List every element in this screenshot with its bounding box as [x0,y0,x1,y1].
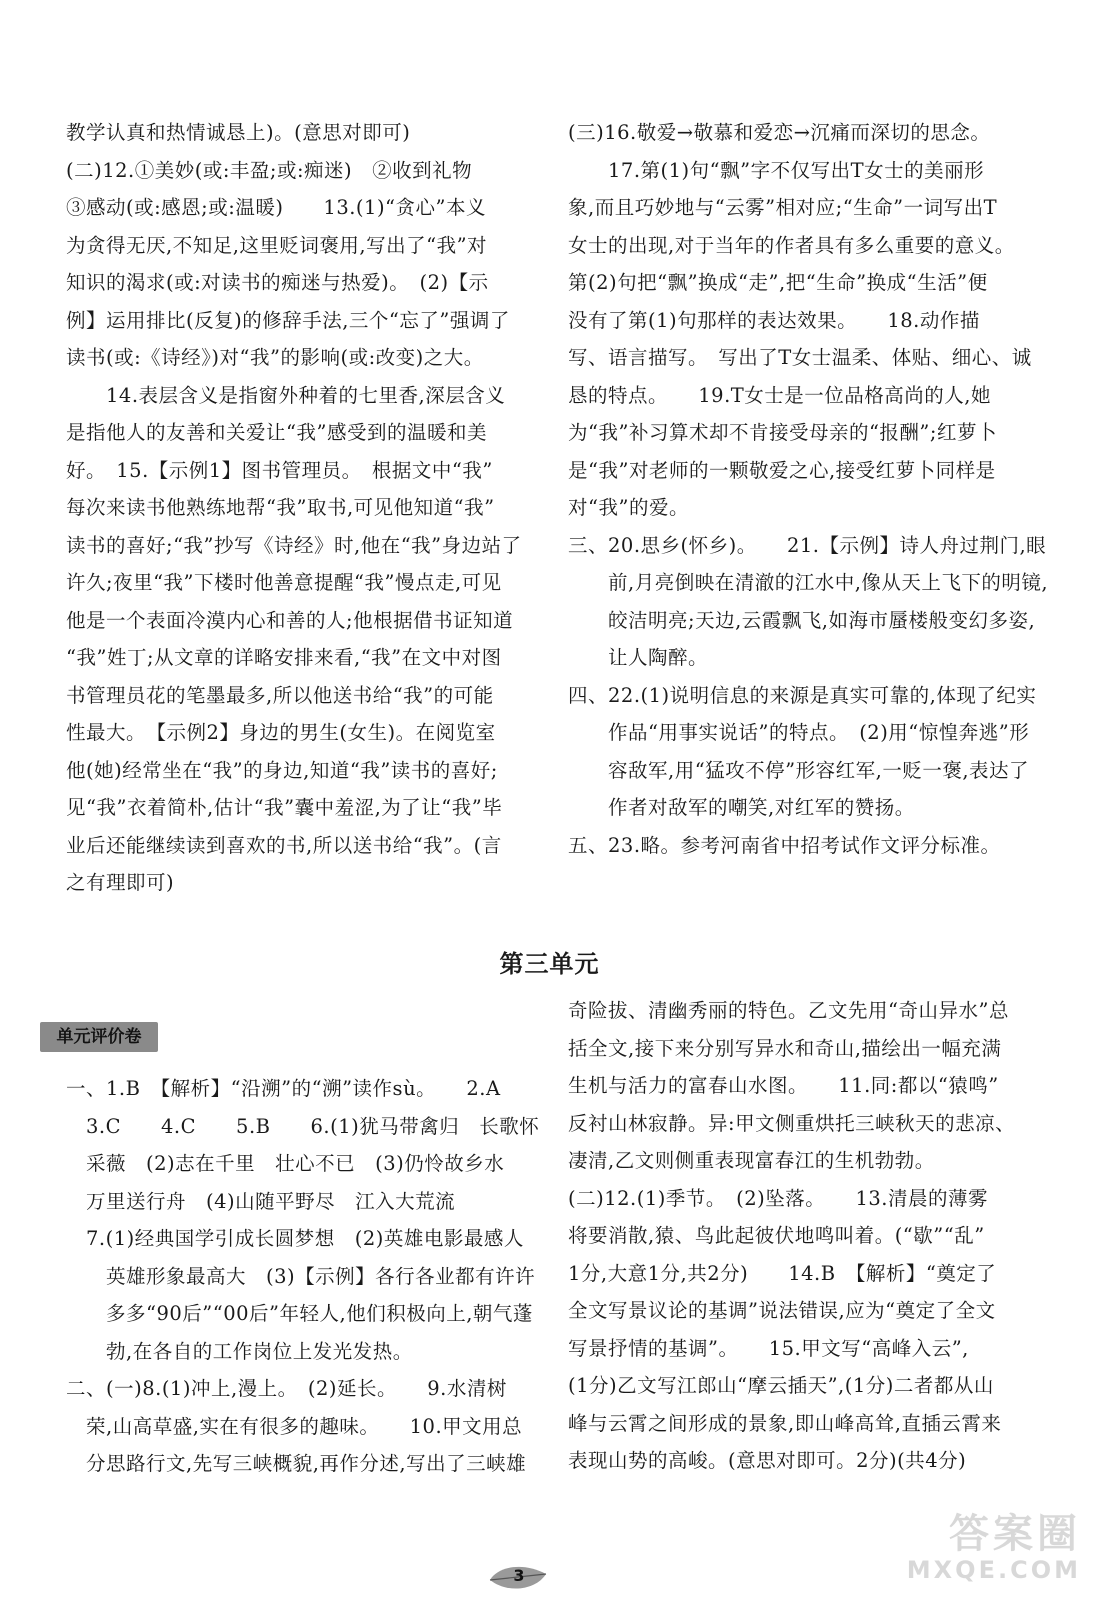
bottom-right-line: 凄清,乙文则侧重表现富春江的生机勃勃。 [568,1149,935,1172]
unit-title: 第三单元 [499,950,600,978]
bottom-right-line: 峰与云霄之间形成的景象,即山峰高耸,直插云霄来 [568,1411,1002,1435]
bottom-right-line: 全文写景议论的基调”说法错误,应为“奠定了全文 [568,1299,996,1322]
bottom-right-line: (二)12.(1)季节。 (2)坠落。 13.清晨的薄雾 [568,1186,988,1210]
top-left-line: 书管理员花的笔墨最多,所以他送书给“我”的可能 [66,683,494,707]
top-right-line: 是“我”对老师的一颗敬爱之心,接受红萝卜同样是 [568,458,996,482]
watermark-bottom: MXQE.COM [906,1556,1081,1584]
bottom-left-line: 一、1.B 【解析】“沿溯”的“溯”读作sù。 2.A [66,1077,501,1100]
page-number: 3 [513,1566,525,1585]
top-right-line: 女士的出现,对于当年的作者具有多么重要的意义。 [568,233,1015,257]
top-right-line: 对“我”的爱。 [568,496,689,519]
bottom-left-line: 多多“90后”“00后”年轻人,他们积极向上,朝气蓬 [66,1302,533,1325]
top-left-line: (二)12.①美妙(或:丰盈;或:痴迷) ②收到礼物 [66,158,473,182]
top-right-line: 前,月亮倒映在清澈的江水中,像从天上飞下的明镜, [568,571,1049,594]
bottom-left-column [66,1070,540,1483]
bottom-left-line: 万里送行舟 (4)山随平野尽 江入大荒流 [66,1189,456,1213]
top-right-line: 恳的特点。 19.T女士是一位品格高尚的人,她 [568,383,991,407]
top-left-line: 为贪得无厌,不知足,这里贬词褒用,写出了“我”对 [66,233,488,257]
bottom-left-line: 采薇 (2)志在千里 壮心不已 (3)仍怜故乡水 [66,1152,505,1175]
bottom-right-line: 将要消散,猿、鸟此起彼伏地鸣叫着。(“歇”“乱” [568,1224,985,1247]
bottom-right-line: 反衬山林寂静。异:甲文侧重烘托三峡秋天的悲凉、 [568,1111,1016,1135]
top-left-line: “我”姓丁;从文章的详略安排来看,“我”在文中对图 [66,646,502,669]
top-left-line: 他(她)经常坐在“我”的身边,知道“我”读书的喜好; [66,758,498,782]
top-left-line: 每次来读书他熟练地帮“我”取书,可见他知道“我” [66,496,495,519]
page-number-badge [484,1560,554,1596]
bottom-left-line: 勃,在各自的工作岗位上发光发热。 [66,1339,413,1363]
top-left-line: 之有理即可) [66,871,175,894]
top-right-column [568,114,1048,864]
bottom-right-line: 写景抒情的基调”。 15.甲文写“高峰入云”, [568,1336,969,1360]
top-left-line: 业后还能继续读到喜欢的书,所以送书给“我”。(言 [66,833,502,857]
top-left-line: 教学认真和热情诚恳上)。(意思对即可) [66,121,411,144]
top-left-line: ③感动(或:感恩;或:温暖) 13.(1)“贪心”本义 [66,196,486,219]
bottom-left-line: 3.C 4.C 5.B 6.(1)犹马带禽归 长歌怀 [66,1114,540,1138]
top-right-line: 让人陶醉。 [568,646,709,669]
bottom-right-line: (1分)乙文写江郎山“摩云插天”,(1分)二者都从山 [568,1374,994,1397]
top-right-line: 三、20.思乡(怀乡)。 21.【示例】诗人舟过荆门,眼 [568,533,1047,557]
top-left-line: 许久;夜里“我”下楼时他善意提醒“我”慢点走,可见 [66,571,502,594]
top-right-line: 17.第(1)句“飘”字不仅写出T女士的美丽形 [568,158,985,182]
bottom-right-line: 生机与活力的富春山水图。 11.同:都以“猿鸣” [568,1074,999,1097]
top-left-line: 14.表层含义是指窗外种着的七里香,深层含义 [66,383,506,407]
top-right-line: 容敌军,用“猛攻不停”形容红军,一贬一褒,表达了 [568,758,1030,782]
top-right-line: 四、22.(1)说明信息的来源是真实可靠的,体现了纪实 [568,683,1037,707]
bottom-right-line: 1分,大意1分,共2分) 14.B 【解析】“奠定了 [568,1261,997,1285]
bottom-right-line: 表现山势的高峻。(意思对即可。2分)(共4分) [568,1449,967,1472]
top-left-line: 例】运用排比(反复)的修辞手法,三个“忘了”强调了 [66,308,510,332]
bottom-left-line: 英雄形象最高大 (3)【示例】各行各业都有许许 [66,1264,536,1288]
top-right-line: (三)16.敬爱→敬慕和爱恋→沉痛而深切的思念。 [568,121,991,144]
top-left-line: 知识的渴求(或:对读书的痴迷与热爱)。 (2)【示 [66,271,489,294]
top-left-line: 是指他人的友善和关爱让“我”感受到的温暖和美 [66,421,487,444]
watermark-top: 答案圈 [949,1511,1081,1557]
bottom-left-line: 分思路行文,先写三峡概貌,再作分述,写出了三峡雄 [66,1452,527,1475]
top-right-line: 写、语言描写。 写出了T女士温柔、体贴、细心、诚 [568,346,1032,369]
bottom-right-column [568,992,1048,1480]
top-right-line: 作品“用事实说话”的特点。 (2)用“惊惶奔逃”形 [568,721,1030,744]
top-right-line: 没有了第(1)句那样的表达效果。 18.动作描 [568,308,980,332]
top-left-line: 读书(或:《诗经》)对“我”的影响(或:改变)之大。 [66,346,484,369]
watermark-logo [891,1512,1081,1592]
bottom-right-line: 奇险拔、清幽秀丽的特色。乙文先用“奇山异水”总 [568,999,1009,1022]
bottom-left-line: 荣,山高草盛,实在有很多的趣味。 10.甲文用总 [66,1414,523,1438]
top-left-line: 读书的喜好;“我”抄写《诗经》时,他在“我”身边站了 [66,533,522,557]
top-right-line: 为“我”补习算术却不肯接受母亲的“报酬”;红萝卜 [568,421,997,444]
top-right-line: 象,而且巧妙地与“云雾”相对应;“生命”一词写出T [568,196,998,219]
top-left-line: 他是一个表面冷漠内心和善的人;他根据借书证知道 [66,608,514,632]
bottom-left-line: 7.(1)经典国学引成长圆梦想 (2)英雄电影最感人 [66,1227,524,1250]
bottom-right-line: 括全文,接下来分别写异水和奇山,描绘出一幅充满 [568,1036,1002,1060]
top-left-column [66,114,536,902]
top-right-line: 皎洁明亮;天边,云霞飘飞,如海市蜃楼般变幻多姿, [568,608,1036,632]
unit-evaluation-badge: 单元评价卷 [40,1022,158,1052]
top-left-line: 见“我”衣着简朴,估计“我”囊中羞涩,为了让“我”毕 [66,796,503,819]
top-right-line: 第(2)句把“飘”换成“走”,把“生命”换成“生活”便 [568,271,988,294]
top-left-line: 好。 15.【示例1】图书管理员。 根据文中“我” [66,458,493,482]
top-right-line: 五、23.略。参考河南省中招考试作文评分标准。 [568,833,1001,857]
top-right-line: 作者对敌军的嘲笑,对红军的赞扬。 [568,796,915,819]
top-left-line: 性最大。 【示例2】身边的男生(女生)。在阅览室 [66,721,496,744]
bottom-left-line: 二、(一)8.(1)冲上,漫上。 (2)延长。 9.水清树 [66,1377,507,1400]
